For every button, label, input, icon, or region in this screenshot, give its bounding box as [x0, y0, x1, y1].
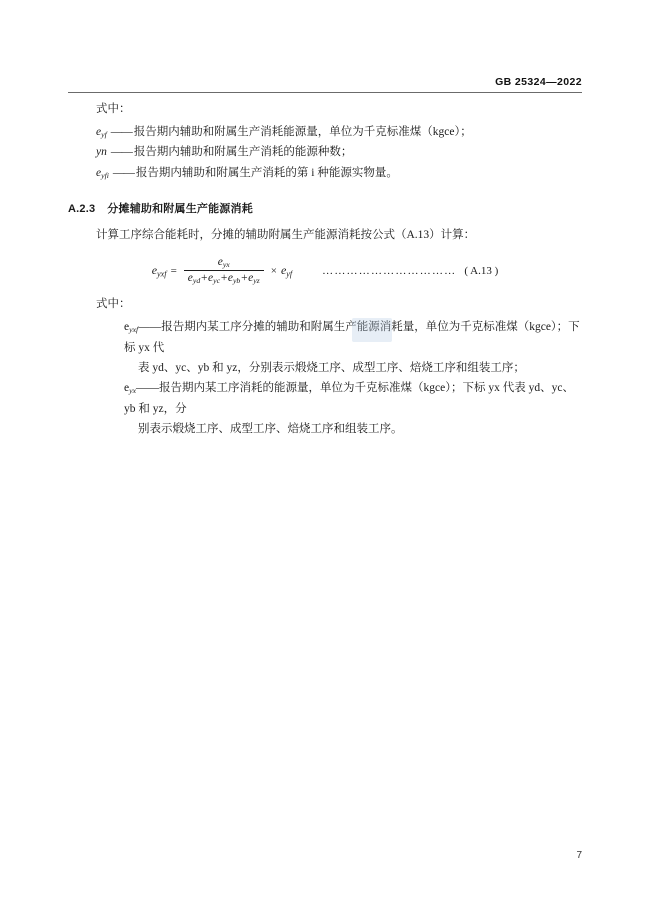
symbol-yn: yn — [96, 146, 107, 159]
fraction-numerator: $e_{yx}$ — [217, 255, 230, 270]
definition-text-line1: 报告期内某工序消耗的能源量，单位为千克标准煤（kgce）；下标 yx 代表 yd、yc、yb 和 yz，分 — [124, 382, 574, 415]
em-dash: —— — [112, 166, 134, 179]
section-heading — [68, 200, 582, 216]
formula-lhs: $e_{yxf}$ — [151, 262, 167, 279]
page-header-standard-code: GB 25324—2022 — [495, 76, 582, 88]
intro-paragraph: 计算工序综合能耗时，分摊的辅助附属生产能源消耗按公式（A.13）计算： — [96, 229, 476, 242]
fraction — [184, 256, 264, 285]
equals-sign: = — [170, 264, 177, 277]
symbol-e-yfi: $e_{yfi}$ — [96, 166, 109, 180]
formula-expression — [152, 256, 292, 285]
definition-text-line2: 别表示煅烧工序、成型工序、焙烧工序和组装工序。 — [138, 423, 403, 436]
em-dash: —— — [136, 382, 160, 395]
em-dash: —— — [110, 125, 132, 138]
leader-dots: …………………………… — [322, 264, 457, 277]
em-dash: —— — [110, 146, 132, 159]
definition-text: 报告期内辅助和附属生产消耗的能源种数； — [133, 146, 353, 159]
equation-number: ( A.13 ) — [464, 264, 499, 277]
formula-a13 — [68, 256, 582, 285]
where-label-2: 式中： — [96, 298, 131, 311]
symbol-e-yx: $e_{yx}$ — [124, 382, 137, 396]
definition-item — [96, 163, 582, 183]
definition-item — [96, 378, 582, 439]
section-number: A.2.3 — [68, 203, 96, 216]
document-content — [68, 100, 582, 440]
definition-item — [96, 317, 582, 378]
definition-item — [96, 142, 582, 162]
formula-factor: $e_{yf}$ — [280, 262, 293, 279]
symbol-e-yf: $e_{yf}$ — [96, 125, 107, 139]
header-divider — [68, 92, 582, 93]
multiplication-sign: × — [270, 264, 277, 277]
page-number: 7 — [576, 850, 582, 861]
fraction-denominator: $e_{yd}+e_{yc}+e_{yb}+e_{yz}$ — [187, 272, 260, 286]
definition-text-line2: 表 yd、yc、yb 和 yz，分别表示煅烧工序、成型工序、焙烧工序和组装工序； — [138, 362, 525, 375]
definition-text-line1: 报告期内某工序分摊的辅助和附属生产能源消耗量，单位为千克标准煤（kgce）；下标 yx 代 — [124, 321, 580, 354]
definition-list-2 — [68, 317, 582, 440]
section-title: 分摊辅助和附属生产能源消耗 — [107, 203, 253, 216]
definition-text: 报告期内辅助和附属生产消耗的第 i 种能源实物量。 — [135, 166, 398, 179]
symbol-e-yxf: $e_{yxf}$ — [124, 321, 139, 335]
definition-text: 报告期内辅助和附属生产消耗能源量，单位为千克标准煤（kgce）； — [133, 125, 472, 138]
definition-item — [96, 122, 582, 142]
definition-list-1 — [68, 122, 582, 183]
where-label-1: 式中： — [96, 103, 131, 115]
em-dash: —— — [138, 321, 162, 334]
